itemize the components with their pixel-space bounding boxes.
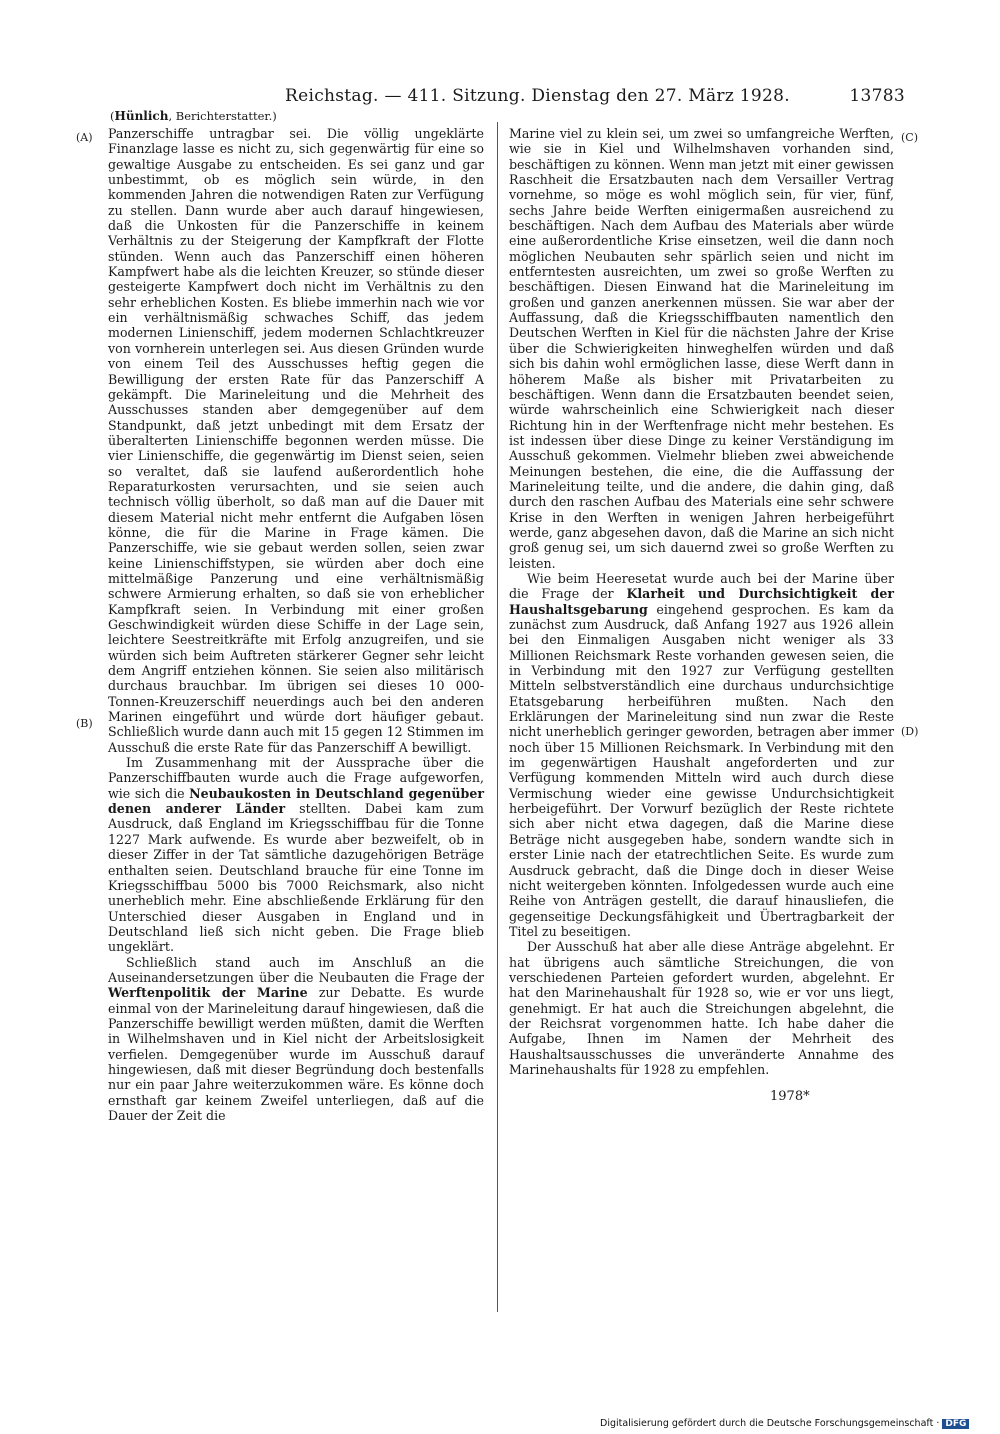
footer xyxy=(600,1418,990,1429)
left-column xyxy=(108,126,484,1123)
speaker-role: , Berichterstatter.) xyxy=(168,109,277,123)
footer-text: Digitalisierung gefördert durch die Deutsche Forschungsgemeinschaft · xyxy=(600,1418,940,1429)
left-paragraph-3-text-b: zur Debatte. Es wurde einmal von der Marineleitung darauf hingewiesen, daß die Panzerschiffe bewilligt werden müßten, damit die Werften in Wilhelmshaven und in Kiel nicht der Arbeitslosigkeit verfielen. Demgegenüber wurde im Ausschuß darauf hingewiesen, daß mit dieser Begründung doch bestenfalls nur ein paar Jahre weiterzukommen wäre. Es könne doch ernsthaft gar keinem Zweifel unterliegen, daß auf die Dauer der Zeit die xyxy=(108,985,485,1123)
page-number: 13783 xyxy=(849,86,905,106)
left-paragraph-2-bold: Neubaukosten in Deutschland gegenüber denen anderer Länder xyxy=(108,785,485,817)
header-title: Reichstag. — 411. Sitzung. Dienstag den 27. März 1928. xyxy=(285,86,790,106)
left-paragraph-2-text-a: Im Zusammenhang mit der Aussprache über die Panzerschiffbauten wurde auch die Frage aufgeworfen, wie sich die xyxy=(108,755,484,801)
right-column xyxy=(509,126,894,1077)
dfg-logo: DFG xyxy=(942,1419,969,1429)
right-paragraph-2-bold: Klarheit und Durchsichtigkeit der Haushaltsgebarung xyxy=(509,586,894,617)
speaker-line xyxy=(110,109,277,123)
left-paragraph-2-text-b: stellten. Dabei kam zum Ausdruck, daß England im Kriegsschiffbau für die Tonne 1227 Mark aufwende. Es wurde aber bezweifelt, ob in dieser Ziffer in der Tat sämtliche dazugehörigen Beträge enthalten seien. Deutschland brauche für eine Tonne im Kriegsschiffbau 5000 bis 7000 Reichsmark, also nicht unerheblich mehr. Eine abschließende Erklärung für den Unterschied dieser Ausgaben in England und in Deutschland ließ sich nicht geben. Die Frage blieb ungeklärt. xyxy=(108,801,484,955)
left-paragraph-3-text-a: Schließlich stand auch im Anschluß an die Auseinandersetzungen über die Neubauten die Frage der xyxy=(108,954,484,985)
speaker-open-paren: ( xyxy=(110,109,115,123)
left-paragraph-3-bold: Werftenpolitik der Marine xyxy=(108,985,308,1001)
left-paragraph-3 xyxy=(108,955,484,1124)
margin-marker-b: (B) xyxy=(76,717,93,730)
right-paragraph-2 xyxy=(509,571,894,939)
right-paragraph-3: Der Ausschuß hat aber alle diese Anträge abgelehnt. Er hat übrigens auch sämtliche Streichungen, die von verschiedenen Parteien gefordert wurden, abgelehnt. Er hat den Marinehaushalt für 1928 so, wie er vor uns liegt, genehmigt. Er hat auch die Streichungen abgelehnt, die der Reichsrat vorgenommen hatte. Ich habe daher die Aufgabe, Ihnen im Namen der Mehrheit des Haushaltsausschusses die unveränderte Annahme des Marinehaushalts für 1928 zu empfehlen. xyxy=(509,939,894,1077)
margin-marker-a: (A) xyxy=(76,131,93,144)
speaker-name: Hünlich xyxy=(114,109,169,123)
left-paragraph-1: Panzerschiffe untragbar sei. Die völlig ungeklärte Finanzlage lasse es nicht zu, sich gegenwärtig für eine so gewaltige Ausgabe zu entscheiden. Es sei ganz und gar unbestimmt, ob es möglich sein würde, in den kommenden Jahren die notwendigen Raten zur Verfügung zu stellen. Dann wurde aber auch darauf hingewiesen, daß die Unkosten für die Panzerschiffe in keinem Verhältnis zu der Steigerung der Kampfkraft der Flotte stünden. Wenn auch das Panzerschiff einen höheren Kampfwert habe als die leichten Kreuzer, so stünde dieser gesteigerte Kampfwert doch nicht im Verhältnis zu den sehr erheblichen Kosten. Es bliebe immerhin nach wie vor ein verhältnismäßig schwaches Schiff, das jedem modernen Linienschiff, jedem modernen Schlachtkreuzer von vornherein unterlegen sei. Aus diesen Gründen wurde von einem Teil des Ausschusses heftig gegen die Bewilligung der ersten Rate für das Panzerschiff A gekämpft. Die Marineleitung und die Mehrheit des Ausschusses standen aber demgegenüber auf dem Standpunkt, daß jetzt unbedingt mit dem Ersatz der überalterten Linienschiffe begonnen werden müsse. Die vier Linienschiffe, die gegenwärtig im Dienst seien, seien so veraltet, daß sie laufend außerordentlich hohe Reparaturkosten verursachten, und sie seien auch technisch völlig überholt, so daß man auf die Dauer mit diesem Material nicht mehr entfernt die Aufgaben lösen könne, die für die Marine in Frage kämen. Die Panzerschiffe, wie sie gebaut werden sollen, seien zwar keine Linienschiffstypen, sie würden aber doch eine mittelmäßige Panzerung und eine verhältnismäßig schwere Armierung erhalten, so daß sie von erheblicher Kampfkraft seien. In Verbindung mit einer großen Geschwindigkeit würden diese Schiffe in der Lage sein, leichtere Seestreitkräfte mit Erfolg anzugreifen, und sie würden sich beim Auftreten stärkerer Gegner sehr leicht dem Angriff entziehen können. Sie seien also militärisch durchaus brauchbar. Im übrigen sei dieses 10 000-Tonnen-Kreuzerschiff neuerdings auch bei den anderen Marinen eingeführt und würde dort häufiger gebaut. Schließlich wurde dann auch mit 15 gegen 12 Stimmen im Ausschuß die erste Rate für das Panzerschiff A bewilligt. xyxy=(108,126,484,755)
right-paragraph-2-text-b: eingehend gesprochen. Es kam da zunächst zum Ausdruck, daß Anfang 1927 aus 1926 allein bei den Einmaligen Ausgaben nicht weniger als 33 Millionen Reichsmark Reste vorhanden gewesen seien, die in Verbindung mit den 1927 zur Verfügung gestellten Mitteln selbstverständlich eine durchaus undurchsichtige Etatsgebarung herbeiführen mußten. Nach den Erklärungen der Marineleitung sind nun zwar die Reste nicht unerheblich geringer geworden, betragen aber immer noch über 15 Millionen Reichsmark. In Verbindung mit den im gegenwärtigen Haushalt angeforderten und zur Verfügung kommenden Mitteln wird auch durch diese Vermischung wieder eine gewisse Undurchsichtigkeit herbeigeführt. Der Vorwurf bezüglich der Reste richtete sich aber nicht etwa dagegen, daß die Marine diese Beträge nicht ausgegeben habe, sondern wandte sich in erster Linie nach der etatrechtlichen Seite. Es wurde zum Ausdruck gebracht, daß die Dinge doch in dieser Weise nicht weitergeben könnten. Infolgedessen wurde auch eine Reihe von Anträgen gestellt, die darauf hinausliefen, die gegenseitige Deckungsfähigkeit und Übertragbarkeit der Titel zu beseitigen. xyxy=(509,601,894,939)
page-header xyxy=(285,86,905,108)
column-divider xyxy=(497,122,498,1312)
signature-mark: 1978* xyxy=(770,1089,810,1105)
right-paragraph-1: Marine viel zu klein sei, um zwei so umfangreiche Werften, wie sie in Kiel und Wilhelmshaven vorhanden sind, beschäftigen zu können. Wenn man jetzt mit einer gewissen Raschheit die Ersatzbauten nach dem Versailler Vertrag vornehme, so möge es wohl möglich sein, für vier, fünf, sechs Jahre beide Werften einigermaßen ausreichend zu beschäftigen. Nach dem Aufbau des Materials aber würde eine außerordentliche Krise einsetzen, weil die dann noch möglichen Neubauten sehr spärlich seien und nicht im entferntesten ausreichten, um zwei so große Werften zu beschäftigen. Diesen Einwand hat die Marineleitung im großen und ganzen anerkennen müssen. Sie war aber der Auffassung, daß die Kriegsschiffbauten namentlich den Deutschen Werften in Kiel für die nächsten Jahre der Krise über die Schwierigkeiten hinweghelfen würden und daß sich bis dahin wohl ermöglichen lasse, diese Werft dann in höherem Maße als bisher mit Privatarbeiten zu beschäftigen. Wenn dann die Ersatzbauten beendet seien, würde wahrscheinlich eine Schwierigkeit nach dieser Richtung hin in der Werftenfrage nicht mehr bestehen. Es ist indessen über diese Dinge zu keiner Verständigung im Ausschuß gekommen. Vielmehr blieben zwei abweichende Meinungen bestehen, die eine, die die Auffassung der Marineleitung teilte, und die andere, die dahin ging, daß durch den raschen Aufbau des Materials eine sehr schwere Krise in den Werften in wenigen Jahren herbeigeführt werde, ganz abgesehen davon, daß die Marine an sich nicht groß genug sei, um sich dauernd zwei so große Werften zu leisten. xyxy=(509,126,894,571)
left-paragraph-2 xyxy=(108,755,484,954)
margin-marker-c: (C) xyxy=(901,131,918,144)
margin-marker-d: (D) xyxy=(901,725,919,738)
right-paragraph-2-text-a: Wie beim Heeresetat wurde auch bei der Marine über die Frage der xyxy=(509,570,894,602)
